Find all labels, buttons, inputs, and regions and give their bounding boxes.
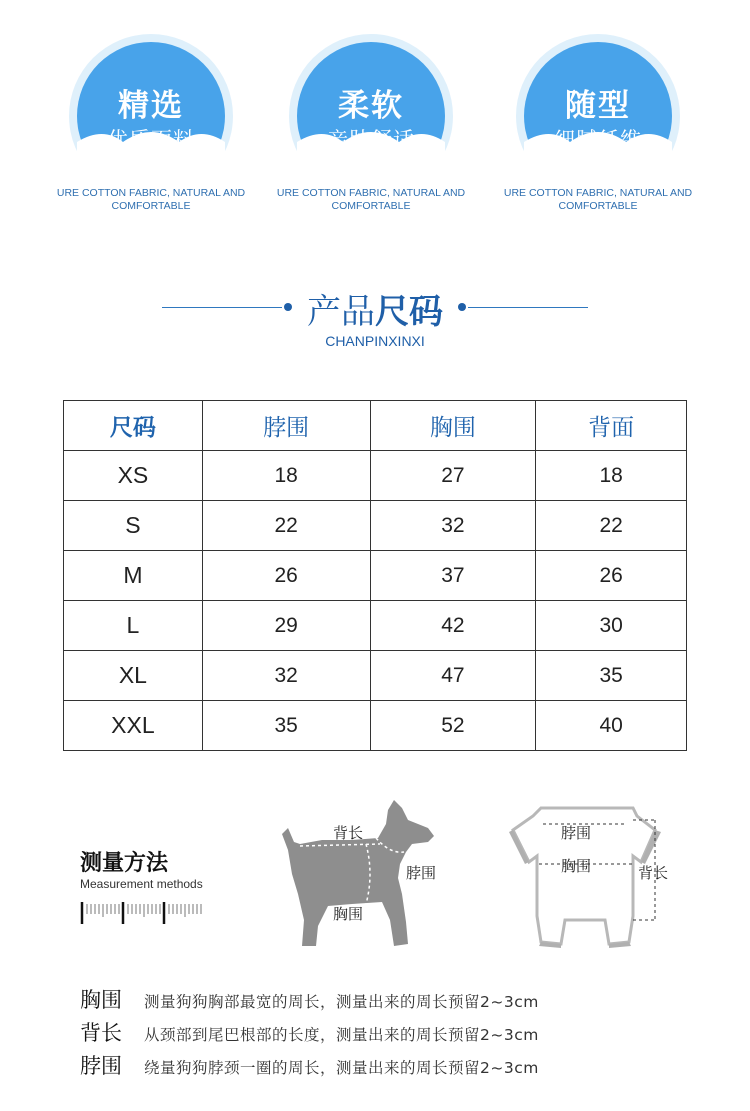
cell-back: 22	[536, 501, 687, 551]
section-title-light: 产品	[307, 292, 375, 332]
badge-fit	[510, 30, 686, 180]
cell-size: XL	[64, 651, 203, 701]
table-row	[64, 701, 687, 751]
badge-selected	[63, 30, 239, 180]
badge-soft	[283, 30, 459, 180]
badge-subtitle: 亲肤舒适	[327, 128, 415, 152]
section-title	[0, 284, 750, 333]
cell-size: XS	[64, 451, 203, 501]
shirt-label-back: 背长	[638, 864, 669, 882]
cell-chest: 47	[370, 651, 536, 701]
dog-label-neck: 脖围	[406, 864, 437, 882]
measure-subtitle: Measurement methods	[80, 877, 203, 891]
badge-title: 柔软	[338, 88, 404, 124]
header-back: 背面	[536, 401, 687, 451]
table-header-row	[64, 401, 687, 451]
header-neck: 脖围	[202, 401, 370, 451]
title-dot-right	[458, 303, 466, 311]
dog-label-back: 背长	[333, 824, 364, 842]
cell-size: M	[64, 551, 203, 601]
definition-text: 测量狗狗胸部最宽的周长，测量出来的周长预留2~3cm	[144, 993, 539, 1011]
measure-definitions	[80, 984, 539, 1083]
badge-title: 随型	[565, 88, 631, 124]
definition-text: 从颈部到尾巴根部的长度，测量出来的周长预留2~3cm	[144, 1026, 539, 1044]
shirt-label-neck: 脖围	[561, 824, 592, 842]
badge-title: 精选	[118, 88, 184, 124]
cell-neck: 29	[202, 601, 370, 651]
cell-chest: 27	[370, 451, 536, 501]
cell-chest: 52	[370, 701, 536, 751]
cell-back: 18	[536, 451, 687, 501]
definition-term: 胸围	[80, 988, 122, 1012]
cell-back: 26	[536, 551, 687, 601]
badge-subtitle: 优质面料	[107, 128, 195, 152]
cell-back: 30	[536, 601, 687, 651]
ruler-icon	[80, 900, 206, 926]
table-row	[64, 501, 687, 551]
table-row	[64, 451, 687, 501]
badge-subtitle: 细腻纤维	[554, 128, 642, 152]
dog-label-chest: 胸围	[333, 905, 364, 923]
definition-row	[80, 984, 539, 1017]
cell-size: S	[64, 501, 203, 551]
cell-back: 40	[536, 701, 687, 751]
section-subtitle: CHANPINXINXI	[325, 333, 425, 349]
cell-chest: 42	[370, 601, 536, 651]
cell-neck: 32	[202, 651, 370, 701]
cell-chest: 32	[370, 501, 536, 551]
section-title-bold: 尺码	[375, 292, 443, 332]
table-row	[64, 651, 687, 701]
badge-caption: URE COTTON FABRIC, NATURAL AND COMFORTABLE	[503, 187, 693, 212]
definition-row	[80, 1050, 539, 1083]
measure-title: 测量方法	[80, 851, 169, 876]
table-row	[64, 601, 687, 651]
table-row	[64, 551, 687, 601]
cell-chest: 37	[370, 551, 536, 601]
cell-neck: 26	[202, 551, 370, 601]
cell-size: XXL	[64, 701, 203, 751]
definition-term: 脖围	[80, 1054, 122, 1078]
definition-term: 背长	[80, 1021, 122, 1045]
definition-row	[80, 1017, 539, 1050]
size-table	[63, 400, 687, 751]
badge-caption: URE COTTON FABRIC, NATURAL AND COMFORTABLE	[56, 187, 246, 212]
title-divider-right	[468, 307, 588, 308]
shirt-label-chest: 胸围	[561, 857, 592, 875]
badge-caption: URE COTTON FABRIC, NATURAL AND COMFORTABLE	[276, 187, 466, 212]
cell-neck: 35	[202, 701, 370, 751]
cell-size: L	[64, 601, 203, 651]
cell-neck: 18	[202, 451, 370, 501]
header-size: 尺码	[64, 401, 203, 451]
cell-back: 35	[536, 651, 687, 701]
cell-neck: 22	[202, 501, 370, 551]
header-chest: 胸围	[370, 401, 536, 451]
definition-text: 绕量狗狗脖颈一圈的周长，测量出来的周长预留2~3cm	[144, 1059, 539, 1077]
